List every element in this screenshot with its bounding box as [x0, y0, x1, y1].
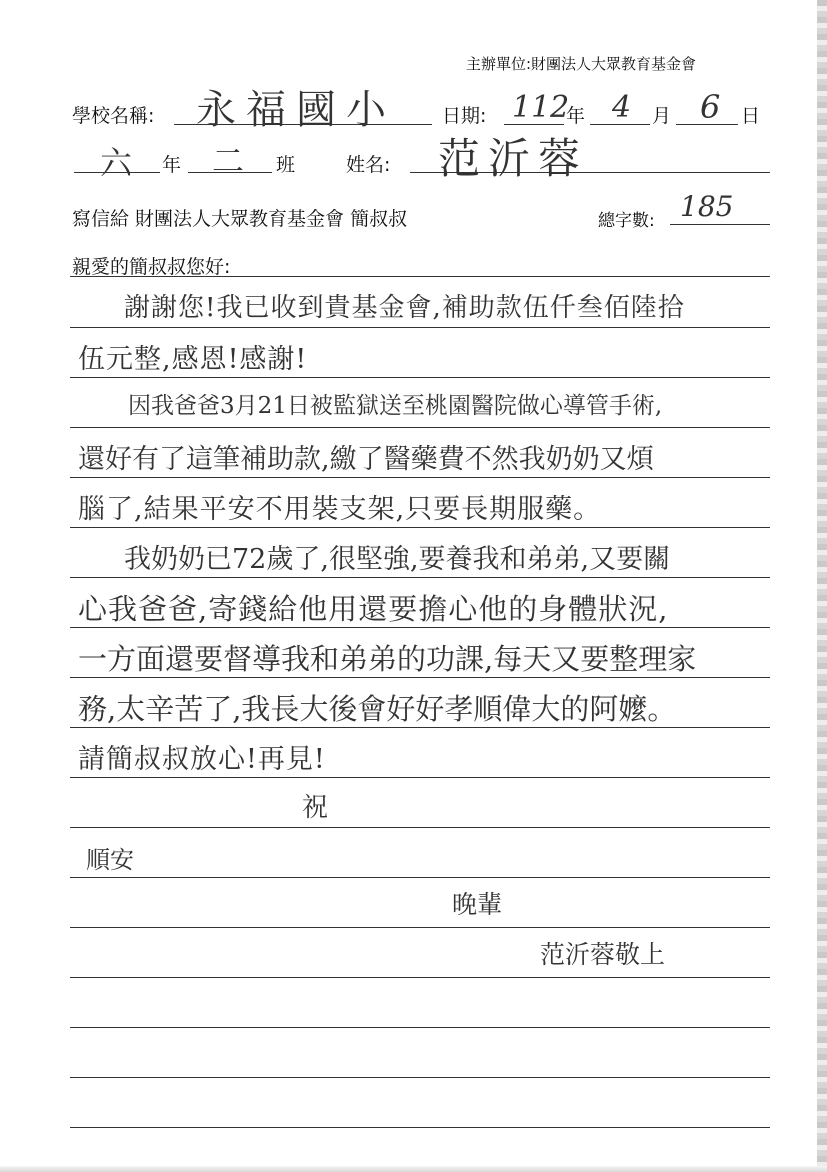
letter-line: 還好有了這筆補助款,繳了醫藥費不然我奶奶又煩 — [78, 444, 654, 475]
letter-line: 心我爸爸,寄錢給他用還要擔心他的身體狀況, — [78, 592, 669, 626]
date-label: 日期: — [442, 105, 487, 127]
letter-line: 一方面還要督導我和弟弟的功課,每天又要整理家 — [78, 642, 697, 676]
letter-line: 請簡叔叔放心!再見! — [78, 744, 326, 775]
ruled-line — [70, 577, 770, 578]
ruled-line — [70, 1077, 770, 1078]
ruled-line — [70, 877, 770, 878]
day-label: 日 — [741, 105, 761, 127]
student-name-value: 范沂蓉 — [438, 134, 589, 183]
class-value: 二 — [212, 142, 245, 180]
letter-line: 伍元整,感恩!感謝! — [78, 344, 308, 375]
date-year-value: 112 — [512, 90, 570, 125]
word-count-blank — [670, 224, 770, 225]
ruled-line — [70, 777, 770, 778]
year-label: 年 — [566, 105, 586, 127]
organizer-label: 主辦單位:財團法人大眾教育基金會 — [466, 55, 697, 73]
sign-role: 晚輩 — [452, 890, 503, 919]
date-day-value: 6 — [700, 88, 721, 126]
ruled-line — [70, 827, 770, 828]
school-name-label: 學校名稱: — [72, 105, 155, 127]
month-label: 月 — [652, 105, 672, 127]
ruled-line — [70, 527, 770, 528]
word-count-label: 總字數: — [598, 211, 655, 231]
letter-to-label: 寫信給 財團法人大眾教育基金會 簡叔叔 — [72, 208, 408, 230]
ruled-line — [70, 477, 770, 478]
scan-edge-right — [817, 0, 827, 1172]
letter-line: 謝謝您!我已收到貴基金會,補助款伍仟叁佰陸拾 — [124, 293, 685, 323]
letter-line: 務,太辛苦了,我長大後會好好孝順偉大的阿嬤。 — [78, 692, 677, 726]
letter-line: 我奶奶已72歲了,很堅強,要養我和弟弟,又要關 — [124, 544, 671, 575]
ruled-line — [70, 927, 770, 928]
word-count-value: 185 — [680, 190, 734, 223]
ruled-line — [70, 1027, 770, 1028]
scan-edge-bottom — [0, 1166, 827, 1172]
ruled-line — [70, 1127, 770, 1128]
signature: 范沂蓉敬上 — [540, 940, 666, 969]
date-month-value: 4 — [612, 90, 632, 125]
school-name-value: 永福國小 — [196, 87, 396, 133]
closing-blessing: 順安 — [86, 846, 134, 874]
class-label: 班 — [276, 154, 296, 176]
ruled-line — [70, 327, 770, 328]
grade-label: 年 — [162, 154, 182, 176]
ruled-line — [70, 977, 770, 978]
letter-line: 腦了,結果平安不用裝支架,只要長期服藥。 — [78, 494, 602, 525]
ruled-line — [70, 427, 770, 428]
grade-value: 六 — [100, 144, 133, 182]
ruled-line — [70, 276, 770, 277]
greeting: 親愛的簡叔叔您好: — [72, 256, 231, 278]
ruled-line — [70, 377, 770, 378]
student-name-label: 姓名: — [346, 154, 391, 176]
closing-wish: 祝 — [302, 793, 329, 823]
letter-line: 因我爸爸3月21日被監獄送至桃園醫院做心導管手術, — [128, 393, 663, 419]
